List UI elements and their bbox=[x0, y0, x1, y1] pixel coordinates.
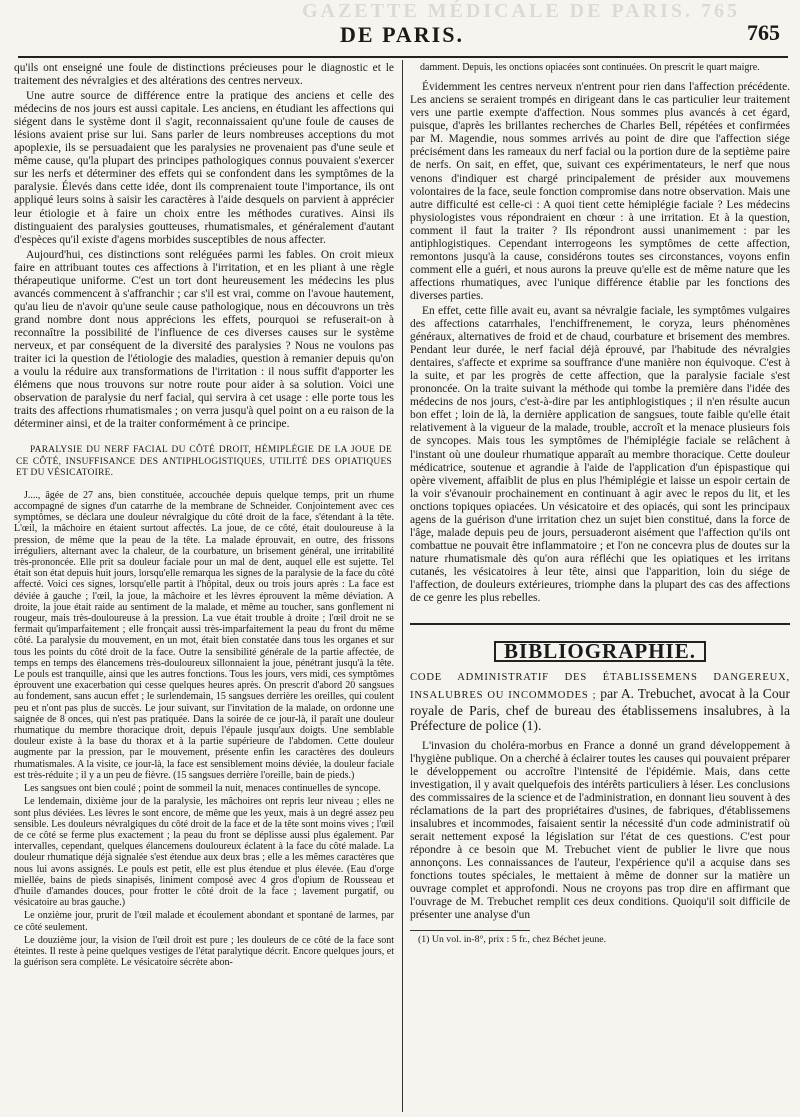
observation-title: PARALYSIE DU NERF FACIAL DU CÔTÉ DROIT, HÉMIPLÉGIE DE LA JOUE DE CE CÔTÉ, INSUFFISANCE DES ANTIPHLOGISTIQUES, UTILITÉ DES OPIATIQUES ET DU VÉSICATOIRE. bbox=[16, 445, 392, 479]
section-rule bbox=[410, 623, 790, 625]
observation-paragraph: J...., âgée de 27 ans, bien constituée, accouchée depuis quelque temps, prit un rhume accompagné de signes d'un catarrhe de la membrane de Schneider. Conjointement avec ces symptômes, se déclara une douleur névralgique du côté droit de la face, s'étendant à la tête. L'œil, la mâchoire en étaient surtout affectés. La joue, de ce côté, était douloureuse à la pression, de même que la peau de la tête. La malade éprouvait, en outre, des frissons irréguliers, alternant avec la chaleur, de la courbature, un brisement général, une irritabilité très-prononcée. Elle prit sa douleur faciale pour un mal de dent, auquel elle est sujette. Tel était son état depuis huit jours, lorsqu'elle remarqua les signes de la paralysie de la face du côté affecté. Voici ces signes, lorsqu'elle partit à l'hôpital, deux ou trois jours après : La face est déviée à gauche ; l'œil, la joue, la mâchoire et les lèvres éprouvent la même déviation. A droite, la joue était raide au sentiment de la malade, et même au toucher, sans gonflement ni rougeur, mais très-douloureuse à la pression. La vue était trouble à droite ; l'œil droit ne se fermait qu'imparfaitement ; elle fronçait aussi très-imparfaitement la peau du front du même côté. La paralysie du mouvement, en un mot, était bien constatée dans tous les organes et sur tous les points du côté droit de la face. Outre la sensibilité générale de la partie affectée, de temps en temps des élancemens très-douloureux sillonnaient la joue, pénétrant jusqu'à la tête. Le pouls est tranquille, ainsi que les autres fonctions. Tous les jours, vers midi, ces symptômes éprouvent une exacerbation qui cesse quelques heures après. On prescrit d'abord 20 sangsues au fondement, sans aucun effet ; le surlendemain, 15 sangsues derrière les oreilles, qui coulent peu et n'ont pas plus de succès. Le jour suivant, sur l'invitation de la malade, on ordonne une saignée de 8 onces, qui n'est pas pratiquée. Dans la soirée de ce jour-là, il paraît une douleur rhumatique du membre thoracique droit, depuis l'épaule jusqu'aux doigts. Une semblable douleur existe à la base du thorax et à la partie supérieure de l'abdomen. Cette douleur augmente par la pression, par le mouvement, présente enfin les caractères des douleurs rhumatismales. A la visite, ce jour-là, la face est sensiblement moins déviée, la douleur faciale est très-réduite ; il y a un peu de fièvre. (15 sangsues derrière l'oreille, bain de pieds.) bbox=[14, 489, 394, 781]
observation-paragraph: Le onzième jour, prurit de l'œil malade et écoulement abondant et spontané de larmes, par ce côté seulement. bbox=[14, 910, 394, 933]
page-header bbox=[18, 14, 786, 54]
paragraph: qu'ils ont enseigné une foule de distinctions précieuses pour le diagnostic et le traitement des névralgies et des altérations des centres nerveux. bbox=[14, 62, 394, 88]
observation-paragraph: damment. Depuis, les onctions opiacées sont continuées. On prescrit le quart maigre. bbox=[420, 62, 760, 73]
page-number: 765 bbox=[747, 20, 780, 45]
observation-paragraph: Les sangsues ont bien coulé ; point de sommeil la nuit, menaces continuelles de syncope. bbox=[24, 783, 381, 795]
book-title-caps: CODE ADMINISTRATIF DES ÉTABLISSEMENS DANGEREUX, INSALUBRES OU INCOMMODES ; bbox=[410, 672, 790, 701]
paragraph: Aujourd'hui, ces distinctions sont reléguées parmi les fables. On croit mieux faire en attribuant toutes ces affections à l'irritation, et en les pliant à une règle thérapeutique uniforme. C'est un tort dont heureusement les médecins les plus avancés commencent à s'affranchir ; car s'il est vrai, comme on l'avoue hautement, qu'au lieu de n'avoir qu'une seule cause pathologique, nous en découvrons un très grand nombre dont nous apprécions les effets, pourquoi se refuserait-on à reconnaître la possibilité de l'influence de ces diverses causes sur le système nerveux, et par conséquent de la diversité des paralysies ? Nous ne voulons pas traiter ici la question de l'étiologie des maladies, question à remanier depuis qu'on a voulu la réduire aux transformations de l'irritation : il nous suffit d'apporter les élémens que nous trouvons sur notre route pour aider à sa solution. Voici une observation de paralysie du nerf facial, qui servira à cet usage : elle porte tous les traits des affections rhumatismales ; on verra jusqu'à quel point on a eu raison de la déterminer ainsi, et de la traiter conformément à ce principe. bbox=[14, 248, 394, 431]
running-title: DE PARIS. bbox=[340, 22, 464, 47]
right-column bbox=[410, 62, 790, 1112]
observation-body bbox=[14, 490, 394, 969]
column-divider bbox=[402, 60, 403, 1112]
bibliography-heading-text: BIBLIOGRAPHIE. bbox=[494, 641, 706, 662]
book-title bbox=[410, 668, 790, 734]
observation-continuation bbox=[410, 62, 790, 73]
paragraph: L'invasion du choléra-morbus en France a donné un grand développement à l'hygiène publique. On a cherché à éclairer toutes les causes qui pouvaient préparer le développement ou accroître l'intensité de l'épidémie. Mais, dans cette investigation, il y avait quelquefois des intérêts particuliers à léser. Les conclusions des commissaires de la science et de l'administration, en donnant lieu souvent à des réclamations de la part des propriétaires d'usines, de fabriques, d'établissemens insalubres et incommodes, faisaient sentir la nécessité d'un code administratif où serait nettement exposé la législation sur l'état de ces questions. C'est pour répondre à ce besoin que M. Trebuchet vient de publier le livre que nous annonçons. Les connaissances de l'auteur, l'expérience qu'il a acquise dans ses fonctions toutes spéciales, le mettaient à même de donner sur la matière un ouvrage complet et approfondi. Nous ne croyons pas trop dire en affirmant que l'ouvrage de M. Trebuchet remplit ces deux conditions. Quoiqu'il soit difficile de présenter une analyse d'un bbox=[410, 739, 790, 922]
bibliography-heading bbox=[410, 641, 790, 662]
footnote-rule bbox=[410, 930, 530, 931]
bleed-through-text: GAZETTE MÉDICALE DE PARIS. 765 bbox=[301, 0, 740, 22]
footnote: (1) Un vol. in-8°, prix : 5 fr., chez Béchet jeune. bbox=[418, 934, 607, 946]
paragraph: Évidemment les centres nerveux n'entrent pour rien dans l'affection précédente. Les anciens se seraient trompés en dirigeant dans le cas particulier leur traitement vers une partie exempte d'affection. Nous sommes plus avancés à cet égard, puisque, d'après les brillantes recherches de Charles Bell, répétées et confirmées par M. Magendie, nous sommes arrivés au point de dire que l'affection siége précisément dans les rameaux du nerf facial ou la portion dure de la septième paire de nerfs. On sait, en effet, que, suivant ces expérimentateurs, le nerf que nous venons d'indiquer est chargé principalement de présider aux mouvemens volontaires de la face, seule fonction compromise dans notre observation. Mais une autre difficulté est celle-ci : A quoi tient cette hémiplégie faciale ? Les médecins physiologistes vous répondraient en chœur : à une irritation. Et à la question, comment il faut la traiter ? Ils répondront aussi unanimement : par les antiphlogistiques. Cependant interrogeons les symptômes de cette affection, remontons jusqu'à la cause, considérons toutes ses circonstances, voyons enfin comment elle a guéri, et nous aurons la preuve qu'elle est de même nature que les affections rhumatiques, avec l'unique différence établie par les fonctions des diverses parties. bbox=[410, 81, 790, 302]
observation-paragraph: Le lendemain, dixième jour de la paralysie, les mâchoires ont repris leur niveau ; elles ne sont plus déviées. Les lèvres le sont encore, de même que les yeux, mais à un degré assez peu sensible. Les douleurs névralgiques du côté droit de la face et de la tête sont moins vives ; l'œil de ce côté se ferme plus exactement ; la peau du front se déplisse aussi plus également. Par intervalles, cependant, quelques élancemens douloureux éclatent à la face du côté malade. La douleur rhumatique déjà signalée s'est étendue aux deux bras ; elle a les mêmes caractères que nous lui avons assignés. Le pouls est petit, elle est plus étendue et plus élevée. (Eau d'orge miellée, bains de pieds sinapisés, liniment composé avec 4 gros d'opium de Rousseau et d'huile d'amandes douces, pour frotter le côté droit de la face ; lavement purgatif, ou vésicatoire au bras gauche.) bbox=[14, 796, 394, 909]
paragraph: En effet, cette fille avait eu, avant sa névralgie faciale, les symptômes vulgaires des affections catarrhales, l'enchiffrenement, le coryza, leurs phénomènes généraux, alternatives de froid et de chaud, courbature et brisement des membres. Pendant leur durée, le nerf facial déjà éprouvé, par l'habitude des névralgies dentaires, s'affecte et exprime sa souffrance d'une manière non équivoque. C'est à la suite, et par les progrès de cette affection, que la paralysie faciale s'est prononcée. On la traite suivant la méthode qui tombe la première dans l'idée des médecins de nos jours, c'est-à-dire par les antiphlogistiques ; il n'en résulte aucun bon effet ; loin de là, la dernière application de sangsues, toute faible qu'elle était relativement à la vigueur de la malade, trouble, accroît et la menace plusieurs fois de syncopes. Mais tous les symptômes de l'hémiplégie faciale se relâchent à l'instant où une douleur rhumatique apparaît au membre thoracique. Cette douleur médicatrice, soutenue et agrandie à l'aide de l'application d'un épispastique qui opère vivement, affaiblit de plus en plus l'hémiplégie et laisse un espoir certain de la voir s'évanouir prochainement en continuant à agir avec le repos du lit, et les onctions topiques opiacées. Un vésicatoire et des opiacés, qui sont les principaux agens de la guérison d'une irritation chez un sujet bien constitué, dans la force de l'âge, malade depuis peu de jours, persuaderont aisément que l'affection qu'ils ont combattue ne pouvait être inflammatoire ; et l'on ne concevra plus de doutes sur la nature rhumatismale dès qu'on aura réfléchi que les opiatiques et les irritans cutanés, les vésicatoires à leur tête, ainsi que l'apparition, loin du siége de l'affection, de douleurs extérieures, triomphe dans la plupart des cas des affections de ce genre les plus rebelles. bbox=[410, 305, 790, 605]
observation-paragraph: Le douzième jour, la vision de l'œil droit est pure ; les douleurs de ce côté de la face sont éteintes. Il reste à peine quelques vestiges de l'état paralytique décrit. Encore quelques jours, et la guérison sera complète. Le vésicatoire sécrète abon- bbox=[14, 934, 394, 969]
paragraph: Une autre source de différence entre la pratique des anciens et celle des médecins de nos jours est aussi capitale. Les anciens, en étudiant les affections qui siégent dans le système dont il s'agit, reconnaissaient qu'une foule de causes de lésions avaient prise sur lui. Sans parler de leurs nombreuses acceptions du mot apoplexie, ils se persuadaient que les paralysies ne provenaient pas d'une seule et même cause, qu'la plupart des principes pathologiques connus pouvaient s'exercer sur les nerfs et déterminer des effets qui se confondent dans les symptômes de la paralysie. Élevés dans cette idée, dont ils comprenaient toute l'importance, ils ont appliqué leurs soins à saisir les caractères à l'aide desquels on parvient à apprécier leur étiologie et à faire un choix entre les méthodes curatives. Ainsi ils distinguaient des paralysies goutteuses, rhumatismales, et généralement d'autant d'espèces qu'il existe d'agens morbides susceptibles de nous affecter. bbox=[14, 90, 394, 246]
left-column bbox=[14, 62, 394, 1112]
book-title-rest: par A. Trebuchet, avocat à la Cour royale de Paris, chef de bureau des établissemens insalubres, à la Préfecture de police (1). bbox=[410, 685, 790, 734]
header-rule bbox=[18, 56, 788, 58]
